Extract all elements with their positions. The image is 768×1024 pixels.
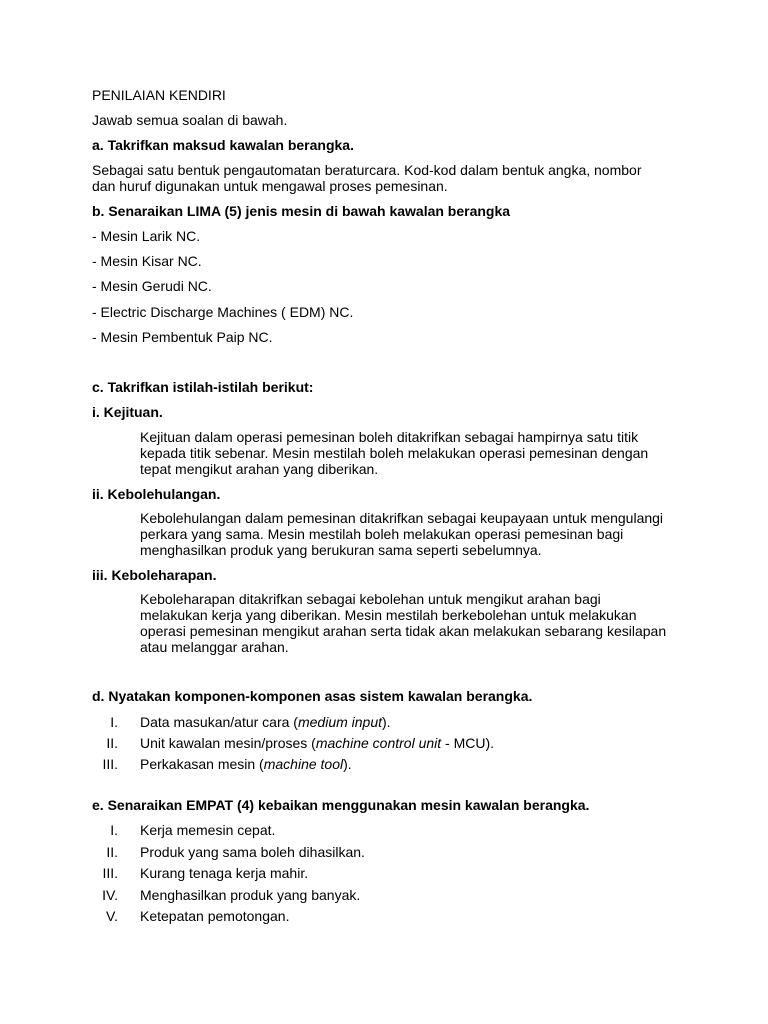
roman-numeral: II. xyxy=(106,735,118,751)
list-item: Produk yang sama boleh dihasilkan. xyxy=(140,844,365,860)
term-definition-line: Kejituan dalam operasi pemesinan boleh ditakrifkan sebagai hampirnya satu titik xyxy=(140,429,639,445)
list-item: - Mesin Gerudi NC. xyxy=(92,278,212,294)
roman-numeral: II. xyxy=(106,844,118,860)
list-item: - Mesin Kisar NC. xyxy=(92,253,202,269)
term-definition-line: tepat mengikut arahan yang diberikan. xyxy=(140,461,379,477)
list-item: Perkakasan mesin (machine tool). xyxy=(140,756,352,772)
list-item: - Electric Discharge Machines ( EDM) NC. xyxy=(92,304,354,320)
question-b: b. Senaraikan LIMA (5) jenis mesin di bawah kawalan berangka xyxy=(92,203,511,219)
question-d: d. Nyatakan komponen-komponen asas sistem kawalan berangka. xyxy=(92,688,533,704)
list-item: Kerja memesin cepat. xyxy=(140,822,276,838)
roman-numeral: III. xyxy=(102,756,118,772)
roman-numeral: V. xyxy=(106,908,118,924)
instruction: Jawab semua soalan di bawah. xyxy=(92,112,288,128)
list-item: Ketepatan pemotongan. xyxy=(140,908,290,924)
answer-a-line-2: dan huruf digunakan untuk mengawal proses pemesinan. xyxy=(92,178,448,194)
list-item: Data masukan/atur cara (medium input). xyxy=(140,714,391,730)
list-item: Unit kawalan mesin/proses (machine control unit - MCU). xyxy=(140,735,495,751)
question-e: e. Senaraikan EMPAT (4) kebaikan menggunakan mesin kawalan berangka. xyxy=(92,797,590,813)
term-definition-line: Keboleharapan ditakrifkan sebagai kebolehan untuk mengikut arahan bagi xyxy=(140,591,601,607)
term-definition-line: Kebolehulangan dalam pemesinan ditakrifkan sebagai keupayaan untuk mengulangi xyxy=(140,510,664,526)
term-definition-line: kepada titik sebenar. Mesin mestilah boleh melakukan operasi pemesinan dengan xyxy=(140,445,649,461)
roman-numeral: IV. xyxy=(102,887,118,903)
list-item: Menghasilkan produk yang banyak. xyxy=(140,887,361,903)
term-heading-keboleharapan: iii. Keboleharapan. xyxy=(92,567,217,583)
answer-a-line-1: Sebagai satu bentuk pengautomatan beraturcara. Kod-kod dalam bentuk angka, nombor xyxy=(92,162,642,178)
roman-numeral: I. xyxy=(110,822,118,838)
list-item: - Mesin Larik NC. xyxy=(92,228,201,244)
roman-numeral: I. xyxy=(110,714,118,730)
list-item: - Mesin Pembentuk Paip NC. xyxy=(92,329,273,345)
term-heading-kebolehulangan: ii. Kebolehulangan. xyxy=(92,486,221,502)
term-heading-kejituan: i. Kejituan. xyxy=(92,404,163,420)
term-definition-line: atau melanggar arahan. xyxy=(140,639,289,655)
question-a: a. Takrifkan maksud kawalan berangka. xyxy=(92,137,354,153)
question-c: c. Takrifkan istilah-istilah berikut: xyxy=(92,379,314,395)
term-definition-line: menghasilkan produk yang berukuran sama seperti sebelumnya. xyxy=(140,542,542,558)
term-definition-line: perkara yang sama. Mesin mestilah boleh melakukan operasi pemesinan bagi xyxy=(140,526,624,542)
term-definition-line: melakukan kerja yang diberikan. Mesin mestilah berkebolehan untuk melakukan xyxy=(140,607,637,623)
roman-numeral: III. xyxy=(102,865,118,881)
term-definition-line: operasi pemesinan mengikut arahan serta tidak akan melakukan sebarang kesilapan xyxy=(140,623,667,639)
list-item: Kurang tenaga kerja mahir. xyxy=(140,865,309,881)
page-title: PENILAIAN KENDIRI xyxy=(92,87,226,103)
